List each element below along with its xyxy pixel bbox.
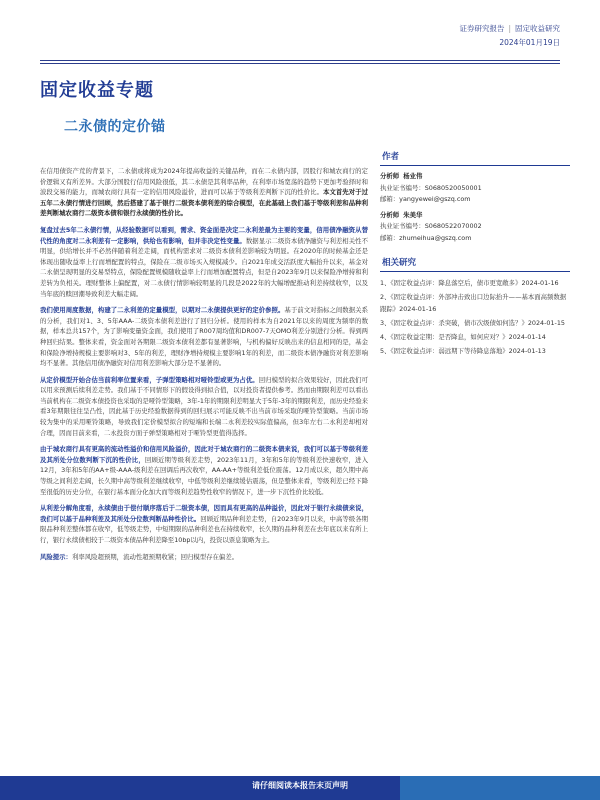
analyst-email-link[interactable]: zhumeihua@gszq.com bbox=[399, 233, 472, 242]
report-series-title: 固定收益专题 bbox=[40, 80, 154, 101]
analyst-block bbox=[380, 210, 570, 245]
sidebar bbox=[380, 148, 570, 359]
paragraph-model bbox=[40, 305, 368, 369]
analyst-name: 杨业伟 bbox=[403, 172, 423, 180]
report-category: 固定收益研究 bbox=[515, 24, 560, 33]
paragraph-strategy bbox=[40, 375, 368, 439]
related-item[interactable]: 3、《固定收益点评：杀突破，债市次级债如何选？》2024-01-15 bbox=[380, 319, 565, 327]
related-research bbox=[380, 254, 570, 357]
paragraph-grade-spread bbox=[40, 444, 368, 497]
paragraph-product-spread-body: 回顾近期品种利差走势，自2023年9月以来，中高等级各期限品种利差整体都在收窄，低等级走势，中短期限的品种利差也在持续收窄，长久期的品种利差在去年底以来有所上行，银行永续债相较于二级资本债品种利差降至10bp以内，投资以票息策略为主。 bbox=[40, 514, 368, 544]
report-header bbox=[459, 22, 560, 50]
paragraph-product-spread bbox=[40, 503, 368, 545]
footer-disclaimer: 请仔细阅读本报告末页声明 bbox=[252, 781, 348, 790]
paragraph-grade-spread-lead: 由于城农商行具有更高的流动性溢价和信用风险溢价，因此对于城农商行的二级资本债来说，我们可以基于等级利差及其所处分位数判断下沉的性价比， bbox=[40, 445, 368, 464]
risk-label: 风险提示： bbox=[40, 552, 72, 561]
author-heading: 作者 bbox=[380, 148, 570, 166]
analyst-cert-row bbox=[380, 183, 570, 195]
analyst-block bbox=[380, 171, 570, 206]
paragraph-review bbox=[40, 225, 368, 299]
email-label: 邮箱： bbox=[380, 195, 400, 203]
related-item[interactable]: 4、《固定收益定期：是否降息，如何应对？》2024-01-14 bbox=[380, 333, 546, 341]
cert-label: 执业证书编号： bbox=[380, 183, 425, 192]
intro-emphasis: 本文首先对于过五年二永债行情进行回顾，然后搭建了基于银行二级资本债利差的综合模型，在此基础上我们基于等级利差和品种利差判断城农商行二级资本债和银行永续债的性价比。 bbox=[40, 188, 368, 218]
analyst-label: 分析师 bbox=[380, 210, 400, 219]
related-item[interactable]: 2、《固定收益点评：外部冲击致出口边际抬升——基本面高频数据跟踪》2024-01-16 bbox=[380, 293, 567, 313]
paragraph-grade-spread-body: 回顾近期等级利差走势，2023年11月，3年和5年的等级利差快速收窄，进入12月，3年和5年的AA+级-AAA-级利差在回调后再次收窄，AA-AA+等级利差低位震荡。12月成以来，超久期中高等级之间利差走阔，长久期中高等级利差继续收窄，中低等级利差继续缓估震荡，但是整体来看，等级利差已经下降至很低的历史分位，在银行基本面分化加大而等级利差趋势性收窄的情况下，进一步下沉性价比较低。 bbox=[40, 455, 369, 496]
report-type: 证券研究报告 bbox=[459, 24, 505, 33]
cert-label: 执业证书编号： bbox=[380, 222, 425, 230]
report-title: 二永债的定价锚 bbox=[64, 119, 166, 135]
report-date: 2024年01月19日 bbox=[499, 38, 560, 47]
intro-paragraph bbox=[40, 166, 368, 219]
analyst-label: 分析师 bbox=[380, 172, 400, 180]
analyst-name: 朱美华 bbox=[403, 210, 423, 219]
paragraph-review-lead: 复盘过去5年二永债行情，从经验数据可以看到，需求、资金面是决定二永利差最为主要的变量，信用债净融资从替代性的角度对二永利差有一定影响，供给也有影响，但并非决定性变量。 bbox=[40, 225, 368, 245]
email-label: 邮箱： bbox=[380, 233, 400, 242]
analyst-email-row bbox=[380, 233, 570, 245]
analyst-email-link[interactable]: yangyewei@gszq.com bbox=[399, 195, 471, 203]
header-categories: 证券研究报告 | 固定收益研究 bbox=[459, 24, 560, 33]
paragraph-model-lead: 我们使用周度数据，构建了二永利差的定量模型，以期对二永债提供更好的定价参照。 bbox=[40, 306, 285, 315]
header-rule bbox=[40, 60, 560, 61]
related-heading: 相关研究 bbox=[380, 254, 570, 272]
paragraph-review-body: 数据显示二级资本债净融资与利差相关性不明显，供给增长并不必然伴随着利差走阔，而机构需求对二级资本债利差影响较为明显。在2020年的时候基金还是体现出随收益率上行而增配置的特点，保险在二级市场买入规模减少。自2021年成交活跃度大幅抬升以来，基金对二永债呈现明显的交易型特点，保险配置规模随收益率上行而增加配置特点，但是自2023年9月以来保险净增持和利差转为负相关。理财整体上偏配置，对二永债行情影响较明显的几段是2022年的大幅增配推动利差持续收窄，以及当年底的赎回潮导致利差大幅走阔。 bbox=[40, 236, 368, 298]
paragraph-model-body: 基于前文对指标之间数据关系的分析，我们对1、3、5年AAA-二级资本债利差进行了回归分析。使用的样本为自2021年以来的周度为频率的数据，样本总共157个，为了影响变量资金面，我们使用了R007周均值和DR007-7天OMO利差分别进行分析。得到两种回归结果。整体来看，资金面对各期限二级资本债利差都有显著影响，与机构偏好反映出来的信息相同的是，基金和保险净增持规模主要影响对3、5年的利差，理财净增持规模主要影响1年的利差，而二级资本债净融资对利差影响均不显著。其他信用债净融资对信用利差影响大部分是不显著的。 bbox=[40, 306, 368, 368]
header-rule-thin bbox=[40, 63, 560, 64]
analyst-name-row bbox=[380, 171, 570, 183]
paragraph-strategy-lead: 从定价模型开始合估当前利率位置来看，子弹型策略相对哑铃型或更为占优。 bbox=[40, 375, 259, 384]
paragraph-strategy-body: 回归模型的拟合效果较好，因此我们可以用来预测后续利差走势。我们基于不同情形下的假设得到拟合值，以对投资者提供参考。然而由期限利差可以看出当前机构在二级资本债投资也采取的是哑铃型策略，3年-1年的期限利差明显大于5年-3年的期限利差，而历史经验来看3年期限往往呈凸性，因此基于历史经验数据得到的回归展示可能反映不出当前市场采取的哑铃型策略。当前市场较为集中的采用哑铃策略，导致我们定价模型拟合的短端和长端二永利差较实际值偏高，但3年左右二永利差却相对合理，因而目前来看，二永投资方面子弹型策略相对于哑铃型更值得选择。 bbox=[40, 375, 369, 437]
analyst-cert-row bbox=[380, 221, 570, 233]
risk-text: 利率风险超预期，流动性超预期收紧；回归模型存在偏差。 bbox=[71, 552, 239, 561]
cert-number: S0680522070002 bbox=[424, 222, 482, 230]
related-item[interactable]: 5、《固定收益点评：弱远期下等待降息落地》2024-01-13 bbox=[380, 347, 546, 355]
cert-number: S0680520050001 bbox=[424, 183, 482, 192]
paragraph-product-spread-lead: 从利差分解角度看，永续债由于偿付顺序落后于二级资本债，因而具有更高的品种溢价，因此对于银行永续债来说，我们可以基于品种利差及其所处分位数判断品种性价比。 bbox=[40, 504, 368, 523]
main-body bbox=[40, 166, 368, 568]
intro-text: 在信用债资产荒的背景下，二永债或将成为2024年提高收益的关键品种，而在二永债内部，因股行和城农商行的定价逻辑又有所差异。大部分国股行信用风险很低，其二永债是其利率品种，在利率市场宽荡的趋势下更加考验择时和波段交易的能力，而城农商行具有一定的信用风险溢价，进而可以基于等级利差判断下沉的性价比。 bbox=[40, 167, 368, 197]
analyst-email-row bbox=[380, 194, 570, 206]
analyst-name-row bbox=[380, 210, 570, 222]
risk-warning bbox=[40, 552, 368, 563]
related-item[interactable]: 1、《固定收益点评：降息落空后，债市更宽敞多》2024-01-16 bbox=[380, 279, 559, 287]
